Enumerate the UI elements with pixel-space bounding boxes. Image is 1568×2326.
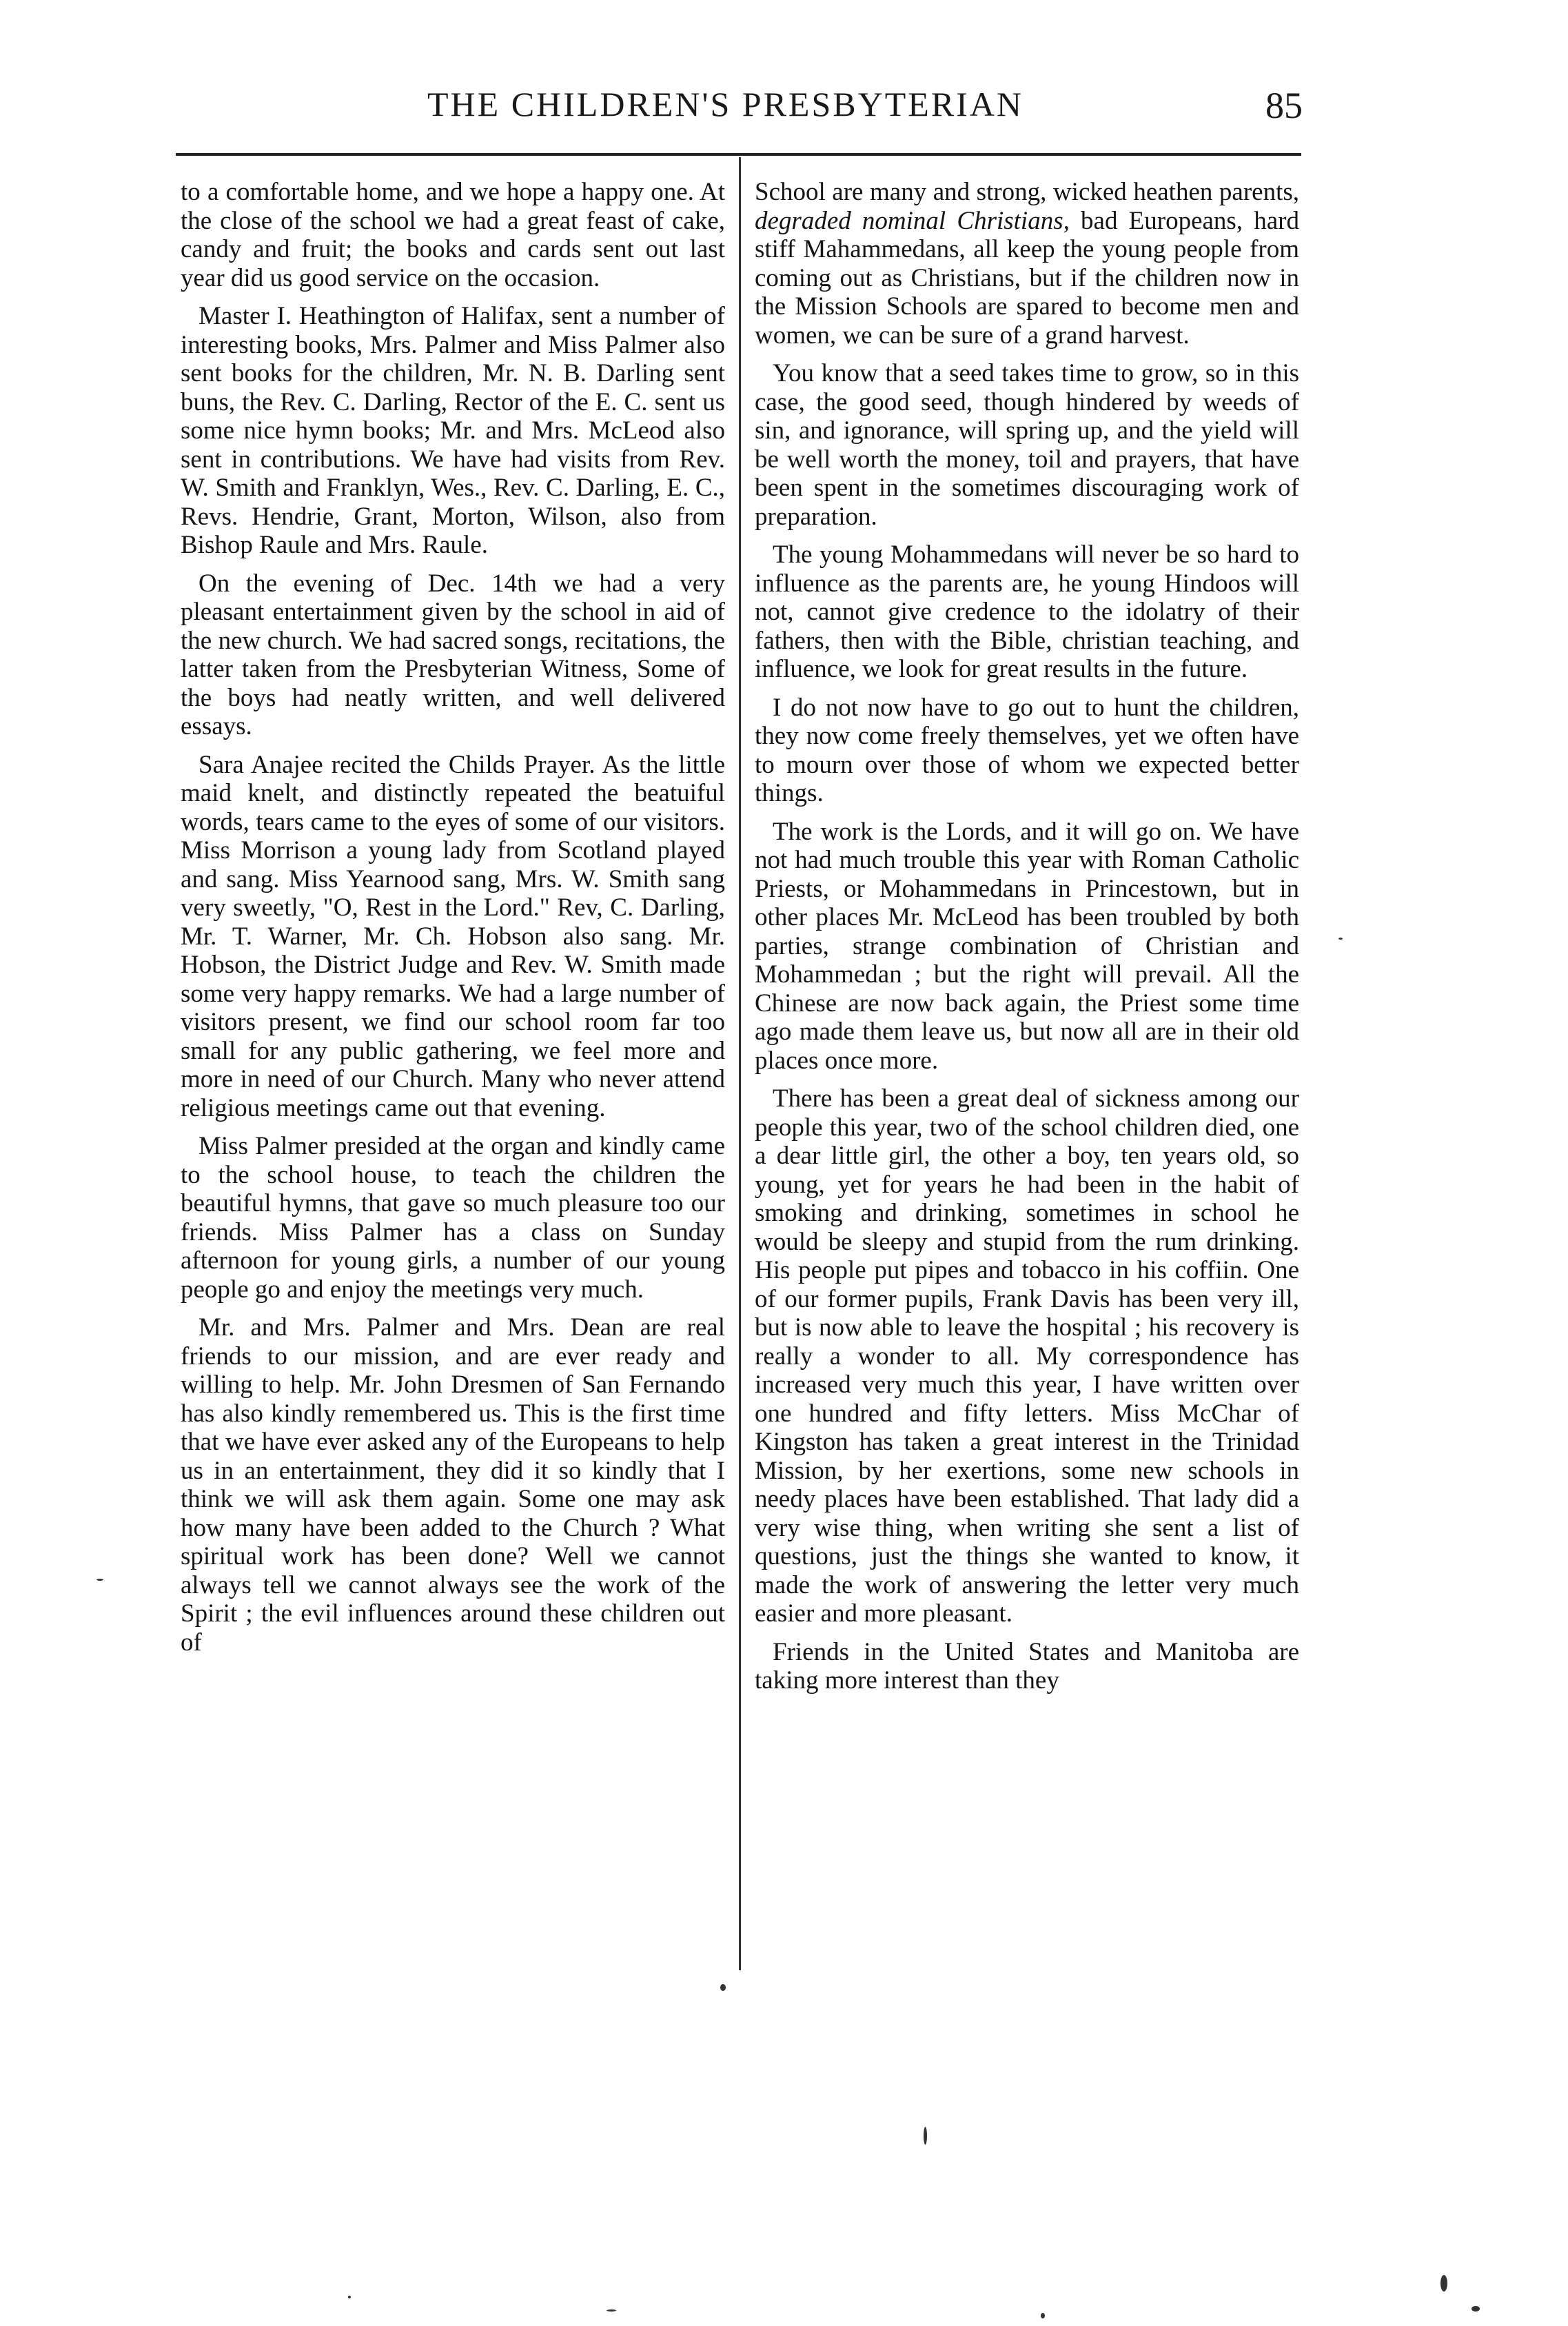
scan-speck bbox=[1041, 2313, 1045, 2318]
left-paragraph-1: to a comfortable home, and we hope a happy one. At the close of the school we had a great feast of cake, candy and fruit; the books and cards sent out last year did us good service on the occasion. bbox=[181, 178, 725, 292]
right-paragraph-1-text-b: bad Europeans, hard stiff Mahammedans, all keep the young people from coming out as Christians, but if the children now in the Mission Schools are spared to become men and women, we can be sure of a grand harvest. bbox=[755, 206, 1299, 350]
right-paragraph-1 bbox=[755, 178, 1299, 350]
scan-speck bbox=[1338, 938, 1343, 940]
scan-speck bbox=[96, 1579, 103, 1581]
right-paragraph-4: I do not now have to go out to hunt the children, they now come freely themselves, yet we often have to mourn over those of whom we expected better things. bbox=[755, 693, 1299, 807]
left-column bbox=[181, 178, 725, 1666]
page-number: 85 bbox=[1265, 85, 1303, 126]
scan-speck bbox=[348, 2296, 351, 2298]
scan-speck bbox=[607, 2309, 616, 2312]
left-paragraph-2: Master I. Heathington of Halifax, sent a number of interesting books, Mrs. Palmer and Miss Palmer also sent books for the children, Mr. N. B. Darling sent buns, the Rev. C. Darling, Rector of the E. C. sent us some nice hymn books; Mr. and Mrs. McLeod also sent in contributions. We have had visits from Rev. W. Smith and Franklyn, Wes., Rev. C. Darling, E. C., Revs. Hendrie, Grant, Morton, Wilson, also from Bishop Raule and Mrs. Raule. bbox=[181, 302, 725, 559]
page-header bbox=[165, 77, 1303, 139]
right-column bbox=[755, 178, 1299, 1705]
left-paragraph-6: Mr. and Mrs. Palmer and Mrs. Dean are real friends to our mission, and are ever ready and willing to help. Mr. John Dresmen of San Fernando has also kindly remembered us. This is the first time that we have ever asked any of the Europeans to help us in an entertainment, they did it so kindly that I think we will ask them again. Some one may ask how many have been added to the Church ? What spiritual work has been done? Well we cannot always tell we cannot always see the work of the Spirit ; the evil influences around these children out of bbox=[181, 1313, 725, 1657]
scan-speck bbox=[1472, 2306, 1480, 2312]
right-paragraph-1-text-a: School are many and strong, wicked heathen parents, bbox=[755, 178, 1299, 206]
scan-speck bbox=[1440, 2275, 1447, 2292]
right-paragraph-3: The young Mohammedans will never be so hard to influence as the parents are, he young Hindoos will not, cannot give credence to the idolatry of their fathers, then with the Bible, christian teaching, and influence, we look for great results in the future. bbox=[755, 540, 1299, 683]
left-paragraph-4: Sara Anajee recited the Childs Prayer. As the little maid knelt, and distinctly repeated the beatuiful words, tears came to the eyes of some of our visitors. Miss Morrison a young lady from Scotland played and sang. Miss Yearnood sang, Mrs. W. Smith sang very sweetly, "O, Rest in the Lord." Rev, C. Darling, Mr. T. Warner, Mr. Ch. Hobson also sang. Mr. Hobson, the District Judge and Rev. W. Smith made some very happy remarks. We had a large number of visitors present, we find our school room far too small for any public gathering, we feel more and more in need of our Church. Many who never attend religious meetings came out that evening. bbox=[181, 750, 725, 1122]
right-paragraph-2: You know that a seed takes time to grow, so in this case, the good seed, though hindered by weeds of sin, and ignorance, will spring up, and the yield will be well worth the money, toil and prayers, that have been spent in the sometimes discouraging work of preparation. bbox=[755, 359, 1299, 531]
right-paragraph-7: Friends in the United States and Manitoba are taking more interest than they bbox=[755, 1637, 1299, 1695]
left-paragraph-5: Miss Palmer presided at the organ and kindly came to the school house, to teach the children the beautiful hymns, that gave so much pleasure too our friends. Miss Palmer has a class on Sunday afternoon for young girls, a number of our young people go and enjoy the meetings very much. bbox=[181, 1132, 725, 1304]
scan-speck bbox=[720, 1984, 726, 1991]
right-paragraph-6: There has been a great deal of sickness among our people this year, two of the school children died, one a dear little girl, the other a boy, ten years old, so young, yet for years he had been in the habit of smoking and drinking, sometimes in school he would be sleepy and stupid from the rum drinking. His people put pipes and tobacco in his coffiin. One of our former pupils, Frank Davis has been very ill, but is now able to leave the hospital ; his recovery is really a wonder to all. My correspondence has increased very much this year, I have written over one hundred and fifty letters. Miss McChar of Kingston has taken a great interest in the Trinidad Mission, by her exertions, some new schools in needy places have been established. That lady did a very wise thing, when writing she sent a list of questions, just the things she wanted to know, it made the work of answering the letter very much easier and more pleasant. bbox=[755, 1084, 1299, 1628]
scan-speck bbox=[924, 2127, 927, 2145]
right-paragraph-1-italic: degraded nominal Christians, bbox=[755, 206, 1070, 235]
header-rule bbox=[176, 153, 1301, 156]
column-divider bbox=[739, 157, 741, 1970]
right-paragraph-5: The work is the Lords, and it will go on. We have not had much trouble this year with Roman Catholic Priests, or Mohammedans in Princestown, but in other places Mr. McLeod has been troubled by both parties, strange combination of Christian and Mohammedan ; but the right will prevail. All the Chinese are now back again, the Priest some time ago made them leave us, but now all are in their old places once more. bbox=[755, 817, 1299, 1075]
running-title: THE CHILDREN'S PRESBYTERIAN bbox=[427, 85, 1024, 123]
left-paragraph-3: On the evening of Dec. 14th we had a very pleasant entertainment given by the school in aid of the new church. We had sacred songs, recitations, the latter taken from the Presbyterian Witness, Some of the boys had neatly written, and well delivered essays. bbox=[181, 569, 725, 740]
